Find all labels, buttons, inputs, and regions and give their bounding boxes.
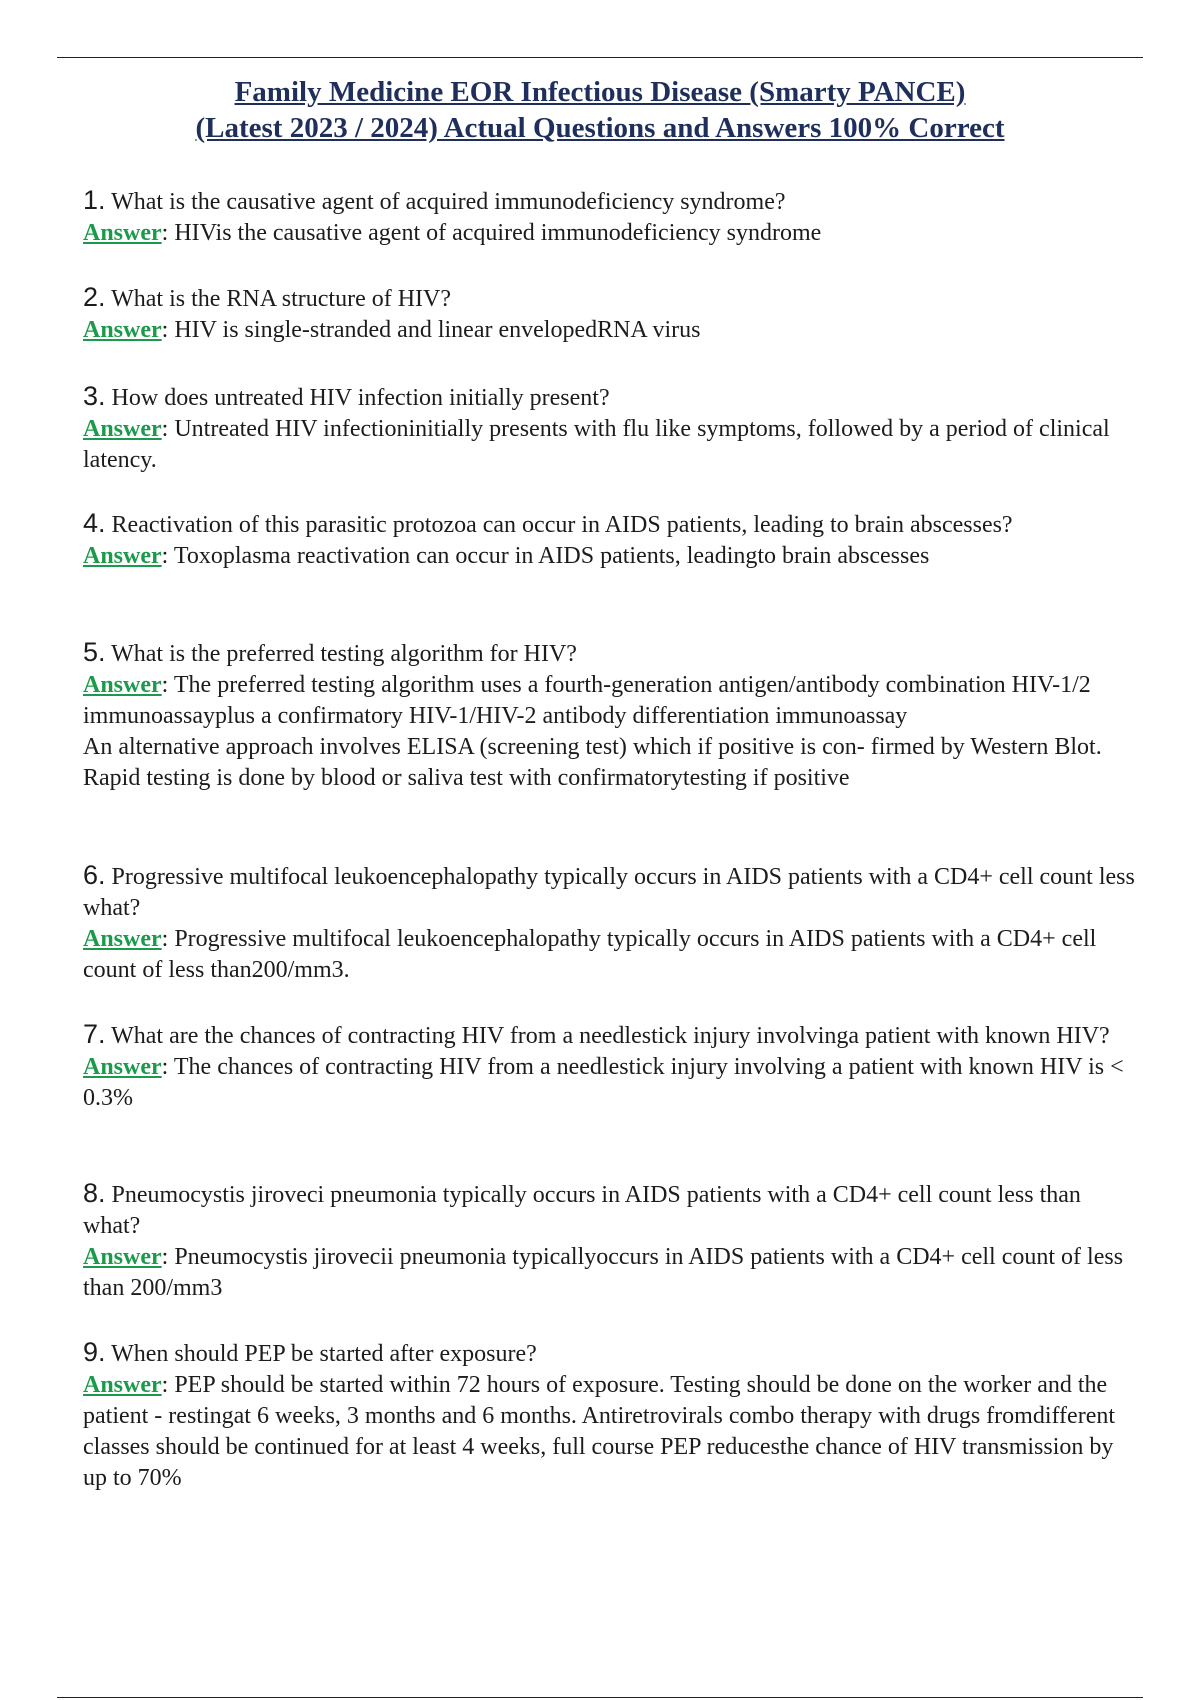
question-text: When should PEP be started after exposure? [111,1341,537,1367]
qa-item-5 [83,637,1143,794]
answer-label: Answer [83,543,162,569]
question [83,1178,1143,1242]
question-number: 8. [83,1178,106,1208]
answer [83,924,1143,986]
document-title [0,74,1200,146]
question [83,1337,1143,1370]
top-rule [57,57,1143,58]
question-number: 7. [83,1019,106,1049]
qa-item-9 [83,1337,1143,1494]
answer-label: Answer [83,416,162,442]
answer-text: : HIVis the causative agent of acquired immunodeficiency syndrome [161,220,822,246]
answer-label: Answer [83,926,162,952]
answer [83,1242,1143,1304]
title-line-1: Family Medicine EOR Infectious Disease (Smarty PANCE) [234,76,966,108]
question [83,282,1143,315]
answer-label: Answer [83,672,162,698]
answer-label: Answer [83,1372,162,1398]
question [83,1019,1143,1052]
qa-item-4 [83,508,1143,572]
answer-text: : HIV is single-stranded and linear envelopedRNA virus [161,317,701,343]
question-text: What are the chances of contracting HIV from a needlestick injury involvinga patient with known HIV? [111,1023,1110,1049]
question-text: What is the RNA structure of HIV? [111,286,452,312]
question-number: 1. [83,185,106,215]
answer-text: : The chances of contracting HIV from a needlestick injury involving a patient with known HIV is < 0.3% [83,1054,1124,1111]
question [83,185,1143,218]
question-number: 4. [83,508,106,538]
qa-item-1 [83,185,1143,249]
answer-label: Answer [83,317,162,343]
qa-item-3 [83,381,1143,476]
question-number: 6. [83,860,106,890]
question-number: 2. [83,282,106,312]
question-number: 9. [83,1337,106,1367]
question-text: Progressive multifocal leukoencephalopathy typically occurs in AIDS patients with a CD4+ cell count less what? [83,864,1135,921]
qa-item-8 [83,1178,1143,1304]
title-line-2: (Latest 2023 / 2024) Actual Questions and Answers 100% Correct [195,112,1005,144]
answer-text: : The preferred testing algorithm uses a fourth-generation antigen/antibody combination HIV-1/2 immunoassayplus a confirmatory HIV-1/HIV-2 antibody differentiation immunoassay [83,672,1091,729]
answer [83,1052,1143,1114]
answer [83,1370,1143,1494]
answer-text: : Pneumocystis jirovecii pneumonia typicallyoccurs in AIDS patients with a CD4+ cell count of less than 200/mm3 [83,1244,1124,1301]
answer [83,541,1143,572]
question-number: 3. [83,381,106,411]
question-text: Reactivation of this parasitic protozoa can occur in AIDS patients, leading to brain abscesses? [111,512,1013,538]
answer-text: : PEP should be started within 72 hours of exposure. Testing should be done on the worker and the patient - restingat 6 weeks, 3 months and 6 months. Antiretrovirals combo therapy with drugs fromdifferent classes should be continued for at least 4 weeks, full course PEP reducesthe chance of HIV transmission by up to 70% [83,1372,1116,1491]
answer [83,670,1143,732]
question [83,508,1143,541]
qa-item-6 [83,860,1143,986]
question [83,637,1143,670]
answer [83,315,1143,346]
question-text: Pneumocystis jiroveci pneumonia typically occurs in AIDS patients with a CD4+ cell count less than what? [83,1182,1081,1239]
answer [83,218,1143,249]
qa-item-7 [83,1019,1143,1114]
answer-label: Answer [83,1054,162,1080]
answer-extra: An alternative approach involves ELISA (screening test) which if positive is con- firmed by Western Blot. Rapid testing is done by blood or saliva test with confirmatorytesting if positive [83,734,1102,791]
qa-item-2 [83,282,1143,346]
answer-text: : Progressive multifocal leukoencephalopathy typically occurs in AIDS patients with a CD4+ cell count of less than200/mm3. [83,926,1097,983]
answer [83,414,1143,476]
answer-label: Answer [83,1244,162,1270]
question [83,381,1143,414]
question-text: What is the causative agent of acquired immunodeficiency syndrome? [111,189,786,215]
answer-label: Answer [83,220,162,246]
question [83,860,1143,924]
answer-text: : Untreated HIV infectioninitially presents with flu like symptoms, followed by a period of clinical latency. [83,416,1110,473]
question-text: How does untreated HIV infection initially present? [111,385,610,411]
question-text: What is the preferred testing algorithm for HIV? [111,641,577,667]
question-number: 5. [83,637,106,667]
answer-text: : Toxoplasma reactivation can occur in AIDS patients, leadingto brain abscesses [161,543,930,569]
bottom-rule [57,1697,1143,1698]
